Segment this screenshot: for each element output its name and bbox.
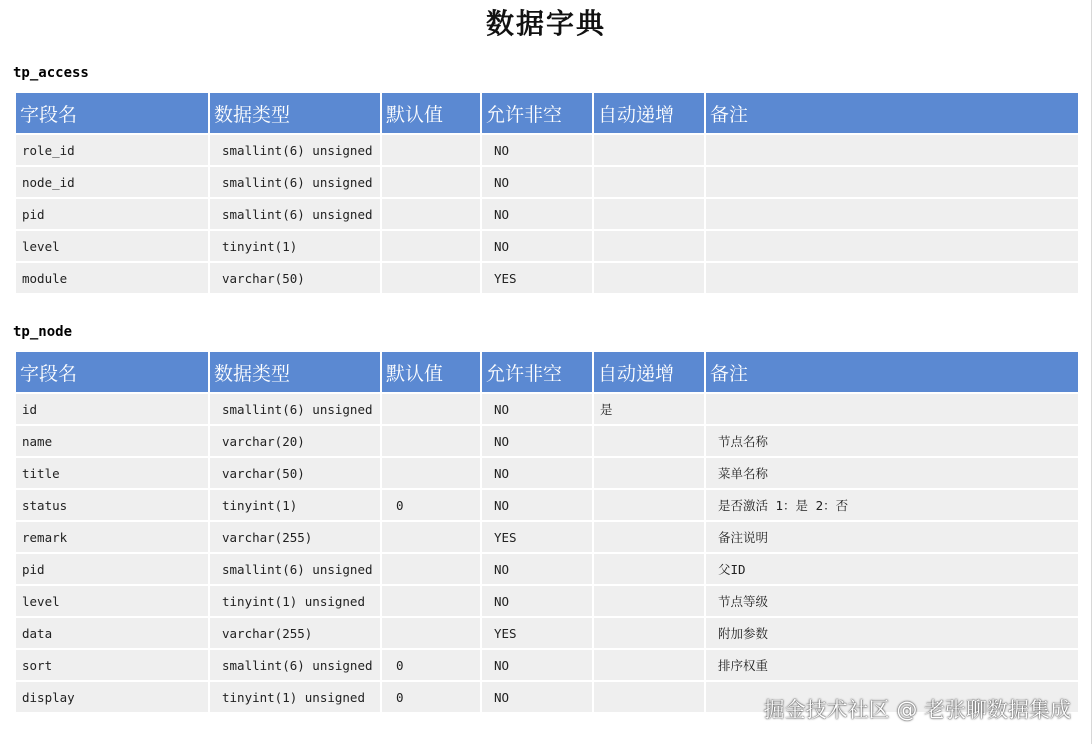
- cell-default-value: 0: [382, 682, 480, 712]
- cell-remark: [706, 199, 1078, 229]
- column-header-remark: 备注: [706, 93, 1078, 133]
- cell-nullable: NO: [482, 490, 592, 520]
- cell-field-name: data: [16, 618, 208, 648]
- cell-field-name: node_id: [16, 167, 208, 197]
- cell-auto-increment: [594, 522, 704, 552]
- table-row: [16, 426, 1078, 456]
- cell-data-type: tinyint(1): [210, 490, 380, 520]
- cell-field-name: pid: [16, 554, 208, 584]
- cell-default-value: 0: [382, 490, 480, 520]
- cell-data-type: smallint(6) unsigned: [210, 554, 380, 584]
- cell-default-value: [382, 135, 480, 165]
- cell-default-value: [382, 458, 480, 488]
- cell-default-value: [382, 263, 480, 293]
- table-row: [16, 650, 1078, 680]
- cell-field-name: level: [16, 586, 208, 616]
- cell-nullable: NO: [482, 650, 592, 680]
- cell-auto-increment: [594, 650, 704, 680]
- cell-auto-increment: [594, 231, 704, 261]
- cell-default-value: [382, 554, 480, 584]
- cell-nullable: NO: [482, 458, 592, 488]
- cell-default-value: [382, 231, 480, 261]
- cell-remark: [706, 231, 1078, 261]
- cell-data-type: smallint(6) unsigned: [210, 199, 380, 229]
- cell-field-name: sort: [16, 650, 208, 680]
- column-header-data-type: 数据类型: [210, 352, 380, 392]
- cell-field-name: title: [16, 458, 208, 488]
- table-row: [16, 263, 1078, 293]
- cell-field-name: display: [16, 682, 208, 712]
- cell-data-type: smallint(6) unsigned: [210, 167, 380, 197]
- cell-default-value: [382, 586, 480, 616]
- header-row: [16, 93, 1078, 133]
- cell-remark: [706, 135, 1078, 165]
- table-row: [16, 394, 1078, 424]
- cell-data-type: smallint(6) unsigned: [210, 394, 380, 424]
- cell-auto-increment: [594, 554, 704, 584]
- cell-data-type: varchar(20): [210, 426, 380, 456]
- cell-nullable: NO: [482, 554, 592, 584]
- cell-data-type: varchar(50): [210, 458, 380, 488]
- column-header-default-value: 默认值: [382, 93, 480, 133]
- cell-nullable: NO: [482, 586, 592, 616]
- cell-default-value: [382, 167, 480, 197]
- cell-data-type: tinyint(1) unsigned: [210, 586, 380, 616]
- cell-field-name: name: [16, 426, 208, 456]
- cell-nullable: NO: [482, 231, 592, 261]
- table-tp-access: [14, 91, 1080, 295]
- cell-auto-increment: [594, 426, 704, 456]
- cell-default-value: [382, 522, 480, 552]
- cell-field-name: id: [16, 394, 208, 424]
- cell-data-type: varchar(255): [210, 618, 380, 648]
- cell-auto-increment: [594, 490, 704, 520]
- cell-nullable: YES: [482, 522, 592, 552]
- cell-nullable: YES: [482, 618, 592, 648]
- table-row: [16, 586, 1078, 616]
- cell-auto-increment: [594, 586, 704, 616]
- cell-field-name: status: [16, 490, 208, 520]
- cell-nullable: NO: [482, 394, 592, 424]
- column-header-nullable: 允许非空: [482, 352, 592, 392]
- column-header-field-name: 字段名: [16, 93, 208, 133]
- cell-default-value: [382, 618, 480, 648]
- column-header-default-value: 默认值: [382, 352, 480, 392]
- cell-auto-increment: [594, 199, 704, 229]
- cell-field-name: remark: [16, 522, 208, 552]
- cell-default-value: [382, 394, 480, 424]
- cell-default-value: [382, 426, 480, 456]
- cell-nullable: NO: [482, 682, 592, 712]
- cell-nullable: NO: [482, 135, 592, 165]
- cell-remark: 附加参数: [706, 618, 1078, 648]
- cell-remark: 节点名称: [706, 426, 1078, 456]
- cell-auto-increment: [594, 167, 704, 197]
- cell-remark: 排序权重: [706, 650, 1078, 680]
- cell-remark: 备注说明: [706, 522, 1078, 552]
- page-title: 数据字典: [485, 7, 606, 40]
- cell-default-value: 0: [382, 650, 480, 680]
- cell-nullable: NO: [482, 199, 592, 229]
- cell-remark: 节点等级: [706, 586, 1078, 616]
- cell-field-name: role_id: [16, 135, 208, 165]
- cell-nullable: YES: [482, 263, 592, 293]
- cell-remark: 菜单名称: [706, 458, 1078, 488]
- table-name-tp-node: tp_node: [13, 324, 73, 340]
- table-row: [16, 135, 1078, 165]
- column-header-remark: 备注: [706, 352, 1078, 392]
- cell-auto-increment: [594, 458, 704, 488]
- table-row: [16, 167, 1078, 197]
- cell-remark: 父ID: [706, 554, 1078, 584]
- cell-default-value: [382, 199, 480, 229]
- cell-auto-increment: [594, 263, 704, 293]
- cell-data-type: tinyint(1): [210, 231, 380, 261]
- table-row: [16, 199, 1078, 229]
- cell-auto-increment: [594, 682, 704, 712]
- cell-field-name: level: [16, 231, 208, 261]
- table-name-tp-access: tp_access: [13, 65, 89, 81]
- cell-auto-increment: 是: [594, 394, 704, 424]
- cell-remark: [706, 394, 1078, 424]
- cell-field-name: pid: [16, 199, 208, 229]
- cell-remark: [706, 167, 1078, 197]
- cell-auto-increment: [594, 135, 704, 165]
- watermark: 掘金技术社区 @ 老张聊数据集成: [763, 698, 1071, 722]
- cell-data-type: tinyint(1) unsigned: [210, 682, 380, 712]
- table-row: [16, 490, 1078, 520]
- cell-data-type: smallint(6) unsigned: [210, 650, 380, 680]
- table-row: [16, 618, 1078, 648]
- cell-remark: 是否激活 1：是 2：否: [706, 490, 1078, 520]
- column-header-data-type: 数据类型: [210, 93, 380, 133]
- table-row: [16, 554, 1078, 584]
- table-tp-node: [14, 350, 1080, 714]
- cell-data-type: varchar(255): [210, 522, 380, 552]
- cell-nullable: NO: [482, 167, 592, 197]
- table-row: [16, 522, 1078, 552]
- cell-data-type: varchar(50): [210, 263, 380, 293]
- cell-nullable: NO: [482, 426, 592, 456]
- column-header-nullable: 允许非空: [482, 93, 592, 133]
- column-header-auto-increment: 自动递增: [594, 93, 704, 133]
- cell-field-name: module: [16, 263, 208, 293]
- table-row: [16, 458, 1078, 488]
- cell-data-type: smallint(6) unsigned: [210, 135, 380, 165]
- cell-auto-increment: [594, 618, 704, 648]
- cell-remark: [706, 263, 1078, 293]
- table-row: [16, 231, 1078, 261]
- column-header-auto-increment: 自动递增: [594, 352, 704, 392]
- column-header-field-name: 字段名: [16, 352, 208, 392]
- header-row: [16, 352, 1078, 392]
